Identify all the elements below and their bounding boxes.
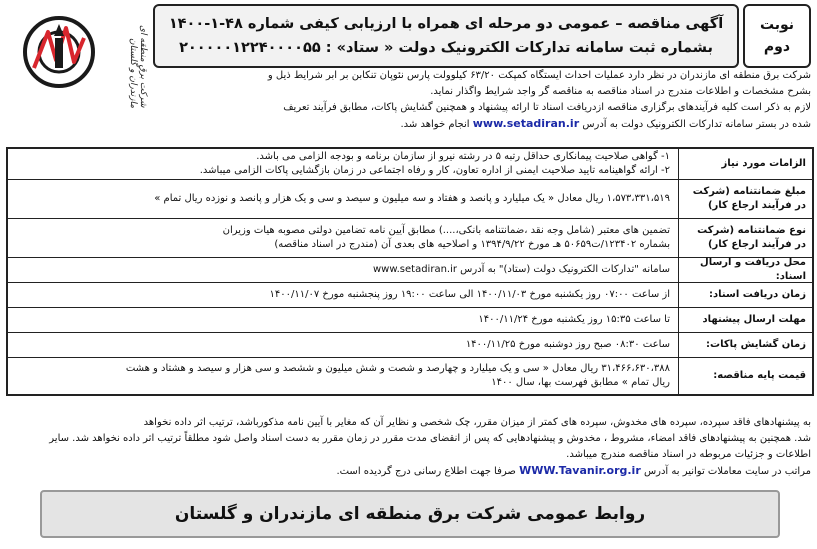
table-row-value-line: ۲- ارائه گواهینامه تایید صلاحیت ایمنی از اداره تعاون، کار و رفاه اجتماعی در زمان بازگشایی پاکات الزامی میباشد. [199, 165, 670, 176]
table-row-value [8, 219, 678, 257]
company-logo [4, 8, 148, 108]
table-row-label: الزامات مورد نیاز [678, 149, 812, 179]
round-badge-line1: نوبت [759, 17, 795, 33]
closing-line [7, 463, 811, 480]
intro-line [141, 116, 811, 133]
table-row-value-line: تضمین های معتبر (شامل وجه نقد ،ضمانتنامه بانکی،....) مطابق آیین نامه تضامین دولتی مصوبه هیات وزیران [222, 225, 670, 236]
table-row-value-line: سامانه "تدارکات الکترونیک دولت (ستاد)" به آدرس www.setadiran.ir [373, 264, 670, 275]
closing-paragraph [7, 415, 811, 480]
headline-line2: بشماره ثبت سامانه تدارکات الکترونیک دولت « ستاد» : ۲۰۰۰۰۰۱۲۲۴۰۰۰۰۵۵ [179, 40, 713, 56]
table-row-label: نوع ضمانتنامه (شرکت در فرآیند ارجاع کار) [678, 219, 812, 257]
table-row-value-line: بشماره ۱۲۳۴۰۲/ت۵۰۶۵۹ هـ مورخ ۱۳۹۴/۹/۲۲ و اصلاحیه های بعدی آن (مندرج در اسناد مناقصه) [274, 239, 670, 250]
table-row-value [8, 308, 678, 332]
intro-line4-before: شده در بستر سامانه تدارکات الکترونیک دولت به آدرس [582, 119, 811, 130]
table-row [8, 333, 812, 358]
headline-line1: آگهی مناقصه – عمومی دو مرحله ای همراه با ارزیابی کیفی شماره ۴۸-۱-۱۴۰۰ [168, 16, 724, 32]
table-row-label: زمان گشایش پاکات: [678, 333, 812, 357]
table-row-value [8, 180, 678, 218]
table-row-value-line: ۱،۵۷۳،۳۳۱،۵۱۹ ریال معادل « یک میلیارد و پانصد و هفتاد و سه میلیون و سیصد و سی و یک هزار و پانصد و نوزده ریال تمام » [154, 193, 670, 204]
table-row-value [8, 258, 678, 282]
closing-line: اطلاعات و جزئیات مربوطه در اسناد مناقصه مندرج میباشد. [566, 449, 811, 460]
notice-headline [153, 4, 739, 68]
table-row-value-line: ۱- گواهی صلاحیت پیمانکاری حداقل رتبه ۵ در رشته نیرو از سازمان برنامه و بودجه الزامی می باشد. [256, 151, 670, 162]
table-row [8, 180, 812, 219]
round-badge [743, 4, 811, 68]
table-row-value-line: از ساعت ۰۷:۰۰ روز یکشنبه مورخ ۱۴۰۰/۱۱/۰۳ الی ساعت ۱۹:۰۰ روز پنجشنبه مورخ ۱۴۰۰/۱۱/۰۷ [269, 289, 670, 300]
intro-paragraph [141, 68, 811, 133]
table-row-value-line: ساعت ۰۸:۳۰ صبح روز دوشنبه مورخ ۱۴۰۰/۱۱/۲۵ [465, 339, 670, 350]
tavanir-link[interactable]: WWW.Tavanir.org.ir [519, 464, 641, 477]
intro-line: شرکت برق منطقه ای مازندران در نظر دارد عملیات احداث ایستگاه کمپکت ۶۳/۲۰ کیلوولت پارس نئوپان تنکابن بر ابر شرایط ذیل و [267, 70, 811, 81]
table-row [8, 149, 812, 180]
table-row [8, 219, 812, 258]
logo-company-name: شرکت برق منطقه ای مازندران و گلستان [128, 25, 148, 108]
table-row-value-line: تا ساعت ۱۵:۳۵ روز یکشنبه مورخ ۱۴۰۰/۱۱/۲۴ [478, 314, 670, 325]
intro-line: بشرح مشخصات و اطلاعات مندرج در اسناد مناقصه به مناقصه گر واجد شرایط واگذار نماید. [430, 86, 811, 97]
public-relations-footer: روابط عمومی شرکت برق منطقه ای مازندران و گلستان [40, 490, 780, 538]
table-row-label: محل دریافت و ارسال اسناد: [678, 258, 812, 282]
table-row-value [8, 358, 678, 394]
table-row-value [8, 333, 678, 357]
table-row-value [8, 283, 678, 307]
table-row [8, 283, 812, 308]
closing-line4-before: مراتب در سایت معاملات توانیر به آدرس [643, 466, 811, 477]
table-row-label: مهلت ارسال پیشنهاد [678, 308, 812, 332]
table-row-value-line: ریال تمام » مطابق فهرست بها، سال ۱۴۰۰ [491, 377, 670, 388]
closing-line: به پیشنهادهای فاقد سپرده، سپرده های مخدوش، سپرده های کمتر از میزان مقرر، چک شخصی و نظایر آن که مغایر با آیین نامه مذکورباشد، ترتیب اثر داده نخواهد [143, 417, 811, 428]
round-badge-line2: دوم [763, 39, 791, 55]
table-row-value [8, 149, 678, 179]
table-row [8, 258, 812, 283]
table-row-label: قیمت پایه مناقصه: [678, 358, 812, 394]
table-row-label: زمان دریافت اسناد: [678, 283, 812, 307]
closing-line: شد. همچنین به پیشنهادهای فاقد امضاء، مشروط ، مخدوش و پیشنهادهایی که پس از انقضای مدت مقرر در زمان مقرر به دست اسناد واصل شود مطلقاً ترتیب اثر داده نخواهد شد. سایر [49, 433, 811, 444]
table-row [8, 308, 812, 333]
table-row [8, 358, 812, 394]
table-row-value-line: ۳۱،۴۶۶،۶۳۰،۳۸۸ ریال معادل « سی و یک میلیارد و چهارصد و شصت و شش میلیون و ششصد و سی هزار و سیصد و هشتاد و هشت [125, 363, 670, 374]
table-row-label: مبلغ ضمانتنامه (شرکت در فرآیند ارجاع کار) [678, 180, 812, 218]
intro-line4-after: انجام خواهد شد. [400, 119, 470, 130]
logo-emblem-icon [4, 8, 114, 100]
tender-details-table [6, 147, 814, 396]
intro-line: لازم به ذکر است کلیه فرآیندهای برگزاری مناقصه ازدریافت اسناد تا ارائه پیشنهاد و همچنین گشایش پاکات، مطابق فرآیند تعریف [283, 102, 811, 113]
setad-link[interactable]: www.setadiran.ir [472, 117, 580, 130]
closing-line4-after: صرفا جهت اطلاع رسانی درج گردیده است. [336, 466, 516, 477]
